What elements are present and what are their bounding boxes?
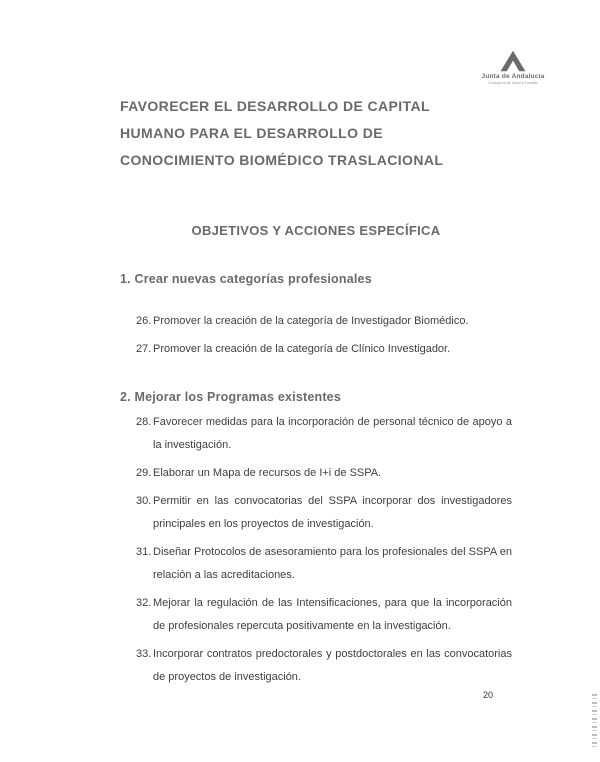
title-line-3: CONOCIMIENTO BIOMÉDICO TRASLACIONAL [120,152,444,168]
list-item [136,643,512,689]
item-text: Permitir en las convocatorias del SSPA incorporar dos investigadores principales en los proyectos de investigación. [153,495,512,530]
list-item [136,592,512,638]
item-text: Promover la creación de la categoría de Investigador Biomédico. [153,315,469,327]
section-2-items [136,411,512,689]
title-line-1: FAVORECER EL DESARROLLO DE CAPITAL [120,98,430,114]
document-title [120,93,520,174]
item-number: 29. [136,467,152,479]
item-number: 33. [136,648,152,660]
page-number: 20 [483,690,494,700]
section-1-items [136,310,512,361]
item-text: Diseñar Protocolos de asesoramiento para los profesionales del SSPA en relación a las acreditaciones. [153,546,512,581]
logo-org-name: Junta de Andalucía [481,73,545,80]
vertical-code-strip [592,694,597,750]
logo-dept-name: Consejería de Salud y Familias [488,80,538,85]
item-number: 26. [136,315,152,327]
section-subtitle: OBJETIVOS Y ACCIONES ESPECÍFICA [191,223,441,238]
item-number: 28. [136,416,152,428]
item-number: 31. [136,546,152,558]
list-item [136,338,512,361]
junta-andalucia-a-icon [498,50,528,72]
item-number: 32. [136,597,152,609]
item-text: Mejorar la regulación de las Intensificaciones, para que la incorporación de profesionales repercuta positivamente en la investigación. [153,597,512,632]
objective-section-1 [120,272,512,366]
objective-section-2 [120,390,512,694]
title-line-2: HUMANO PARA EL DESARROLLO DE [120,125,383,141]
item-text: Elaborar un Mapa de recursos de I+i de SSPA. [153,467,382,479]
list-item [136,462,512,485]
item-number: 30. [136,495,152,507]
list-item [136,541,512,587]
item-text: Incorporar contratos predoctorales y postdoctorales en las convocatorias de proyectos de investigación. [153,648,512,683]
section-1-heading: 1. Crear nuevas categorías profesionales [120,272,372,286]
list-item [136,310,512,333]
item-number: 27. [136,343,152,355]
section-2-heading: 2. Mejorar los Programas existentes [120,390,341,404]
junta-andalucia-logo [478,50,548,85]
item-text: Favorecer medidas para la incorporación de personal técnico de apoyo a la investigación. [153,416,512,451]
item-text: Promover la creación de la categoría de Clínico Investigador. [153,343,451,355]
list-item [136,411,512,457]
list-item [136,490,512,536]
